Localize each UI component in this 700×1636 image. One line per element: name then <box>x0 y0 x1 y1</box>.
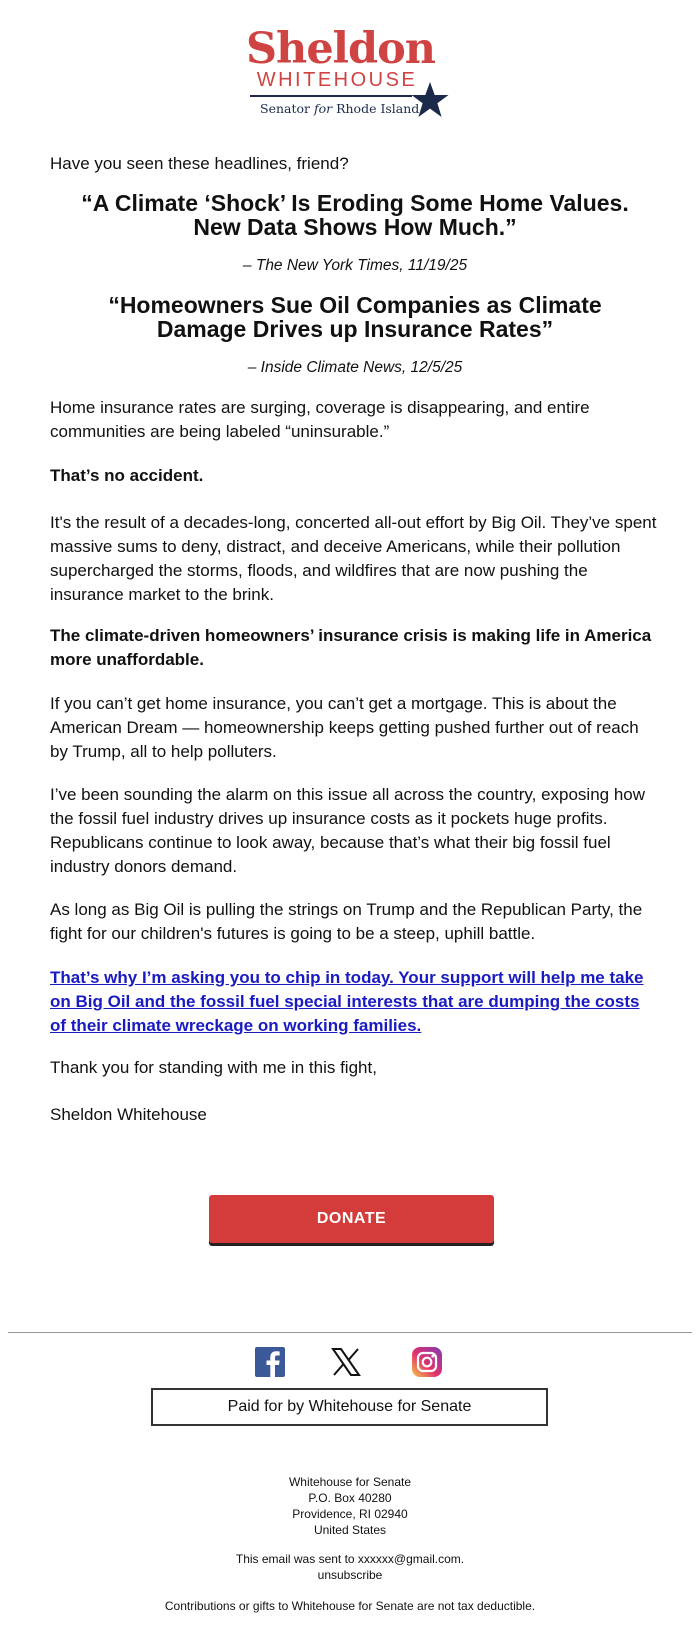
campaign-logo[interactable] <box>246 24 456 124</box>
headline-1-line-2: New Data Shows How Much.” <box>193 214 517 240</box>
logo-underline <box>250 95 412 97</box>
footer-country: United States <box>313 1523 387 1537</box>
logo-subname: WHITEHOUSE <box>256 69 418 91</box>
closing: Thank you for standing with me in this fight, <box>50 1058 377 1077</box>
instagram-icon[interactable] <box>411 1346 443 1378</box>
unsubscribe-link[interactable]: unsubscribe <box>317 1568 383 1582</box>
paragraph-7: As long as Big Oil is pulling the strings on Trump and the Republican Party, the fight for our children's futures is going to be a steep, uphill battle. <box>50 900 643 943</box>
footer-po-box: P.O. Box 40280 <box>308 1491 392 1505</box>
footer-unsubscribe <box>0 1567 700 1583</box>
paragraph-2: That’s no accident. <box>50 466 204 485</box>
paragraph-1: Home insurance rates are surging, coverage is disappearing, and entire communities are being labeled “uninsurable.” <box>50 398 590 441</box>
greeting: Have you seen these headlines, friend? <box>50 154 349 173</box>
headline-2-source: – Inside Climate News, 12/5/25 <box>247 359 463 376</box>
headline-1-line-1: “A Climate ‘Shock’ Is Eroding Some Home Values. <box>81 190 629 216</box>
donate-link[interactable]: That’s why I’m asking you to chip in today. Your support will help me take on Big Oil and the fossil fuel special interests that are dumping the costs of their climate wreckage on working families. <box>50 968 644 1035</box>
footer-city: Providence, RI 02940 <box>292 1507 408 1521</box>
logo-tagline-pre: Senator <box>260 101 314 116</box>
footer-sent-to: This email was sent to xxxxxx@gmail.com. <box>235 1552 465 1566</box>
logo-tagline-for: for <box>313 101 333 116</box>
facebook-icon[interactable] <box>254 1346 286 1378</box>
paragraph-4: The climate-driven homeowners’ insurance crisis is making life in America more unaffordable. <box>50 626 652 669</box>
paid-for-box: Paid for by Whitehouse for Senate <box>151 1388 548 1426</box>
headline-2 <box>50 293 660 341</box>
logo-name: Sheldon <box>246 24 436 74</box>
signature: Sheldon Whitehouse <box>50 1105 207 1124</box>
logo-tagline <box>260 101 419 117</box>
x-icon[interactable] <box>330 1346 362 1378</box>
headline-1-source: – The New York Times, 11/19/25 <box>242 257 468 274</box>
headline-2-line-1: “Homeowners Sue Oil Companies as Climate <box>108 292 602 318</box>
logo-tagline-post: Rhode Island <box>332 101 420 116</box>
donate-button[interactable]: DONATE <box>209 1195 494 1243</box>
footer-org: Whitehouse for Senate <box>288 1475 412 1489</box>
footer-disclaimer: Contributions or gifts to Whitehouse for Senate are not tax deductible. <box>164 1599 536 1613</box>
headline-1 <box>50 191 660 239</box>
paragraph-3: It's the result of a decades-long, concerted all-out effort by Big Oil. They’ve spent massive sums to deny, distract, and deceive Americans, while their pollution supercharged the storms, floods, and wildfires that are now pushing the insurance market to the brink. <box>50 513 657 604</box>
footer-divider <box>8 1332 692 1333</box>
headline-2-line-2: Damage Drives up Insurance Rates” <box>156 316 554 342</box>
paragraph-6: I’ve been sounding the alarm on this issue all across the country, exposing how the fossil fuel industry drives up insurance costs as it pockets huge profits. Republicans continue to look away, because that’s what their big fossil fuel industry donors demand. <box>50 785 646 876</box>
star-icon <box>410 80 450 120</box>
paragraph-5: If you can’t get home insurance, you can’t get a mortgage. This is about the American Dream — homeownership keeps getting pushed further out of reach by Trump, all to help polluters. <box>50 694 639 761</box>
cta-paragraph <box>50 966 660 1038</box>
